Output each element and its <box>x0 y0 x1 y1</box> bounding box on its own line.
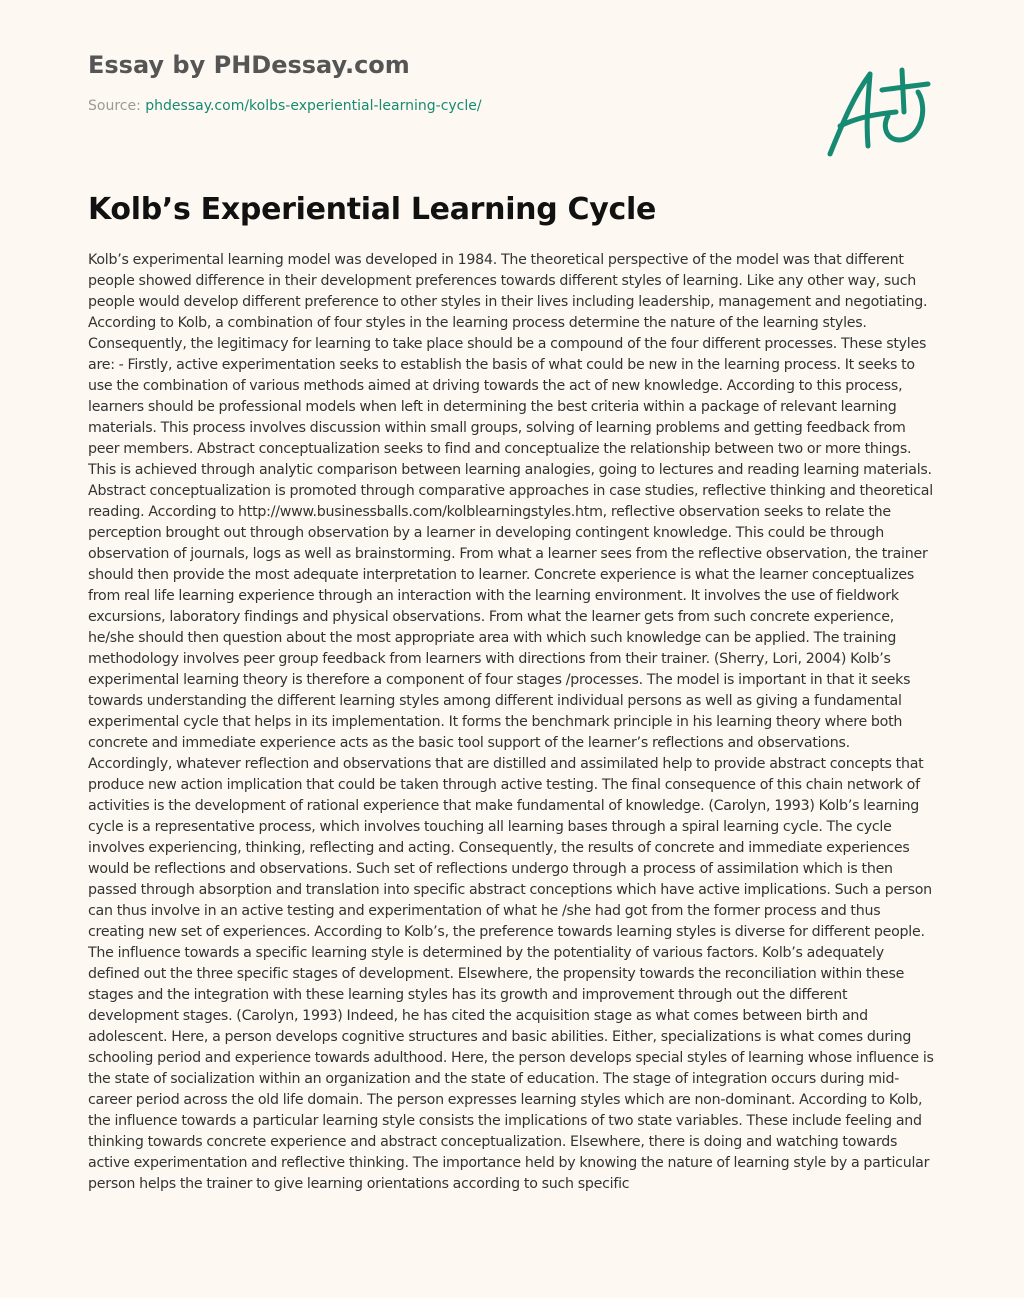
source-link[interactable]: phdessay.com/kolbs-experiential-learning-cycle/ <box>145 98 482 114</box>
source-line <box>88 96 788 116</box>
essay-title: Kolb’s Experiential Learning Cycle <box>88 192 657 227</box>
site-title: Essay by PHDessay.com <box>88 51 410 79</box>
page-header <box>88 48 788 116</box>
source-label: Source: <box>88 98 146 114</box>
essay-body: Kolb’s experimental learning model was developed in 1984. The theoretical perspective of the model was that different people showed difference in their development preferences towards different styles of learning. Like any other way, such people would develop different preference to other styles in their lives including leadership, management and negotiating. According to Kolb, a combination of four styles in the learning process determine the nature of the learning styles. Consequently, the legitimacy for learning to take place should be a compound of the four different processes. These styles are: - Firstly, active experimentation seeks to establish the basis of what could be new in the learning process. It seeks to use the combination of various methods aimed at driving towards the act of new knowledge. According to this process, learners should be professional models when left in determining the best criteria within a package of relevant learning materials. This process involves discussion within small groups, solving of learning problems and getting feedback from peer members. Abstract conceptualization seeks to find and conceptualize the relationship between two or more things. This is achieved through analytic comparison between learning analogies, going to lectures and reading learning materials. Abstract conceptualization is promoted through comparative approaches in case studies, reflective thinking and theoretical reading. According to http://www.businessballs.com/kolblearningstyles.htm, reflective observation seeks to relate the perception brought out through observation by a learner in developing contingent knowledge. This could be through observation of journals, logs as well as brainstorming. From what a learner sees from the reflective observation, the trainer should then provide the most adequate interpretation to learner. Concrete experience is what the learner conceptualizes from real life learning experience through an interaction with the learning environment. It involves the use of fieldwork excursions, laboratory findings and physical observations. From what the learner gets from such concrete experience, he/she should then question about the most appropriate area with which such knowledge can be applied. The training methodology involves peer group feedback from learners with directions from their trainer. (Sherry, Lori, 2004) Kolb’s experimental learning theory is therefore a component of four stages /processes. The model is important in that it seeks towards understanding the different learning styles among different individual persons as well as giving a fundamental experimental cycle that helps in its implementation. It forms the benchmark principle in his learning theory where both concrete and immediate experience acts as the basic tool support of the learner’s reflections and observations. Accordingly, whatever reflection and observations that are distilled and assimilated help to provide abstract concepts that produce new action implication that could be taken through active testing. The final consequence of this chain network of activities is the development of rational experience that make fundamental of knowledge. (Carolyn, 1993) Kolb’s learning cycle is a representative process, which involves touching all learning bases through a spiral learning cycle. The cycle involves experiencing, thinking, reflecting and acting. Consequently, the results of concrete and immediate experiences would be reflections and observations. Such set of reflections undergo through a process of assimilation which is then passed through absorption and translation into specific abstract conceptions which have active implications. Such a person can thus involve in an active testing and experimentation of what he /she had got from the former process and thus creating new set of experiences. According to Kolb’s, the preference towards learning styles is diverse for different people. The influence towards a specific learning style is determined by the potentiality of various factors. Kolb’s adequately defined out the three specific stages of development. Elsewhere, the propensity towards the reconciliation within these stages and the integration with these learning styles has its growth and improvement through out the different development stages. (Carolyn, 1993) Indeed, he has cited the acquisition stage as what comes between birth and adolescent. Here, a person develops cognitive structures and basic abilities. Either, specializations is what comes during schooling period and experience towards adulthood. Here, the person develops special styles of learning whose influence is the state of socialization within an organization and the state of education. The stage of integration occurs during mid-career period across the old life domain. The person expresses learning styles which are non-dominant. According to Kolb, the influence towards a particular learning style consists the implications of two state variables. These include feeling and thinking towards concrete experience and abstract conceptualization. Elsewhere, there is doing and watching towards active experimentation and reflective thinking. The importance held by knowing the nature of learning style by a particular person helps the trainer to give learning orientations according to such specific <box>88 252 934 1192</box>
a-plus-logo-icon <box>818 60 936 164</box>
